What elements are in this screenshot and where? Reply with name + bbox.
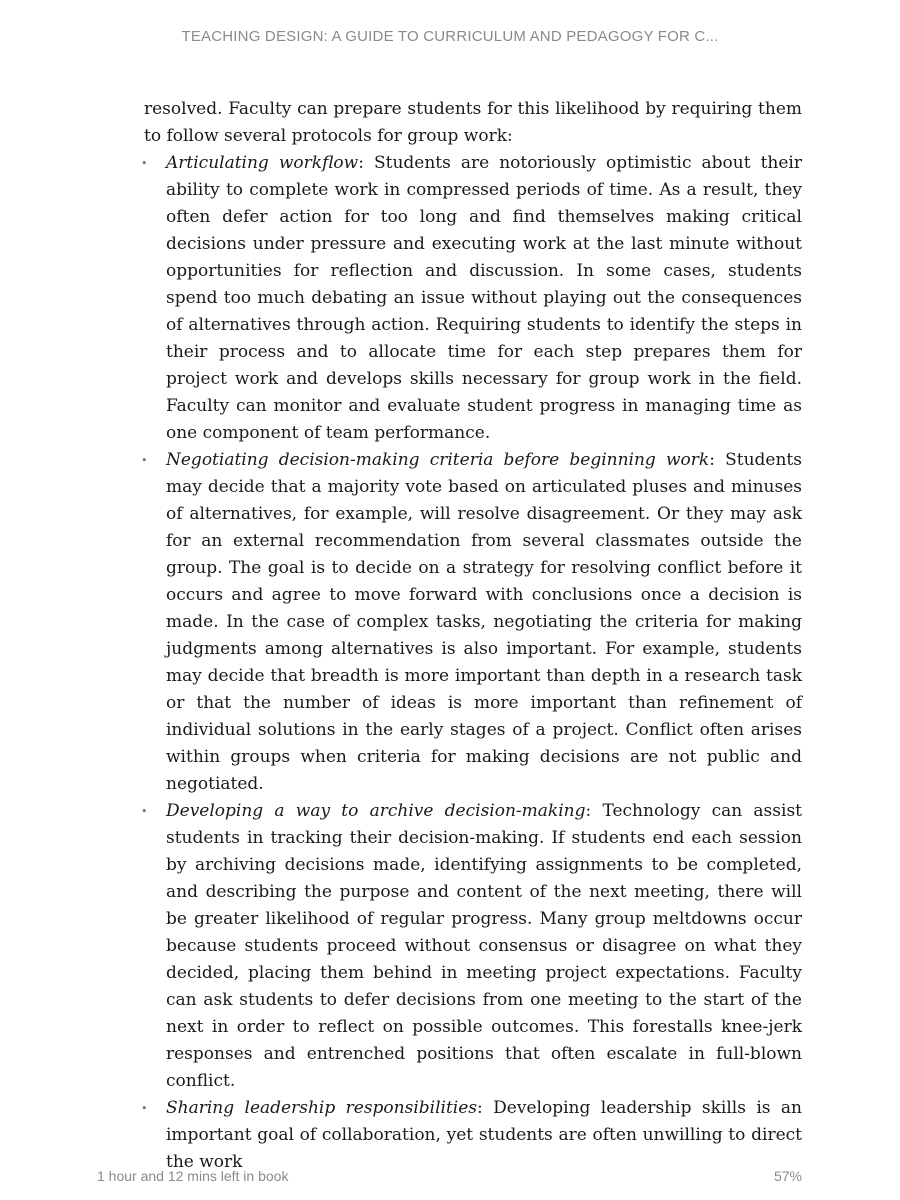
item-text: : Developing leadership skills is an important goal of collaboration, yet students are often unwilling to direct the work [166, 1098, 802, 1172]
page-text [141, 96, 803, 1176]
time-left-indicator: 1 hour and 12 mins left in book [97, 1168, 289, 1184]
item-text: : Students may decide that a majority vote based on articulated pluses and minuses of alternatives, for example, will resolve disagreement. Or they may ask for an external recommendation from several classmates outside the group. The goal is to decide on a strategy for resolving conflict before it occurs and agree to move forward with conclusions once a decision is made. In the case of complex tasks, negotiating the criteria for making judgments among alternatives is also important. For example, students may decide that breadth is more important than depth in a research task or that the number of ideas is more important than refinement of individual solutions in the early stages of a project. Conflict often arises within groups when criteria for making decisions are not public and negotiated. [166, 450, 802, 794]
protocol-list [141, 150, 803, 1176]
list-item [141, 798, 803, 1095]
bullet-icon: • [141, 1102, 148, 1115]
item-term: Sharing leadership responsibilities [166, 1098, 478, 1118]
intro-paragraph: resolved. Faculty can prepare students for this likelihood by requiring them to follow several protocols for group work: [144, 99, 802, 146]
book-title-header: TEACHING DESIGN: A GUIDE TO CURRICULUM AND PEDAGOGY FOR C... [181, 28, 719, 45]
list-item [141, 150, 802, 447]
bullet-icon: • [141, 454, 148, 467]
item-term: Developing a way to archive decision-making [166, 801, 586, 821]
item-text: : Technology can assist students in tracking their decision-making. If students end each session by archiving decisions made, identifying assignments to be completed, and describing the purpose and content of the next meeting, there will be greater likelihood of regular progress. Many group meltdowns occur because students proceed without consensus or disagree on what they decided, placing them behind in meeting project expectations. Faculty can ask students to defer decisions from one meeting to the start of the next in order to reflect on possible outcomes. This forestalls knee-jerk responses and entrenched positions that often escalate in full-blown conflict. [166, 801, 803, 1091]
bullet-icon: • [141, 157, 148, 170]
list-item [141, 447, 802, 798]
reading-progress-indicator: 57% [773, 1168, 802, 1184]
item-term: Articulating workflow [166, 153, 359, 173]
list-item [141, 1095, 802, 1176]
item-term: Negotiating decision-making criteria before beginning work [166, 450, 710, 470]
item-text: : Students are notoriously optimistic about their ability to complete work in compressed periods of time. As a result, they often defer action for too long and find themselves making critical decisions under pressure and executing work at the last minute without opportunities for reflection and discussion. In some cases, students spend too much debating an issue without playing out the consequences of alternatives through action. Requiring students to identify the steps in their process and to allocate time for each step prepares them for project work and develops skills necessary for group work in the field. Faculty can monitor and evaluate student progress in managing time as one component of team performance. [166, 153, 802, 443]
bullet-icon: • [141, 805, 148, 818]
